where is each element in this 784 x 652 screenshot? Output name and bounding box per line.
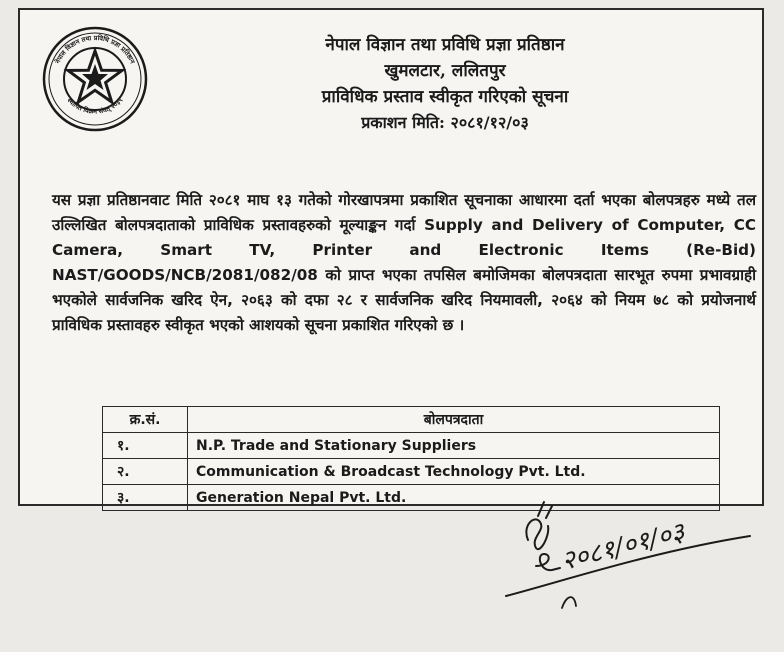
handwritten-signature — [500, 496, 760, 646]
organization-seal-icon — [42, 26, 148, 132]
row-bidder-name: Communication & Broadcast Technology Pvt. Ltd. — [188, 459, 720, 485]
signature-date: २०८१/०१/०३ — [558, 517, 688, 577]
table-row — [103, 433, 720, 459]
notice-paragraph: यस प्रज्ञा प्रतिष्ठानवाट मिति २०८१ माघ १३ गतेको गोरखापत्रमा प्रकाशित सूचनाका आधारमा दर्ता भएका बोलपत्रहरु मध्ये तल उल्लिखित बोलपत्रदाताको प्राविधिक प्रस्तावहरुको मूल्याङ्कन गर्दा Supply and Delivery of Computer, CC Camera, Smart TV, Printer and Electronic Items (Re-Bid) NAST/GOODS/NCB/2081/082/08 को प्राप्त भएका तपसिल बमोजिमका बोलपत्रदाता सारभूत रुपमा प्रभावग्राही भएकोले सार्वजनिक खरिद ऐन, २०६३ को दफा २८ र सार्वजनिक खरिद नियमावली, २०६४ को नियम ७८ को प्रयोजनार्थ प्राविधिक प्रस्तावहरु स्वीकृत भएको आशयको सूचना प्रकाशित गरिएको छ । — [52, 191, 756, 334]
organization-name: नेपाल विज्ञान तथा प्रविधि प्रज्ञा प्रतिष्ठान — [325, 35, 565, 55]
column-header-bidder: बोलपत्रदाता — [188, 407, 720, 433]
svg-text:स्थापित विक्रम संवत् २०३९ — [65, 96, 125, 116]
table-header-row — [103, 407, 720, 433]
notice-header — [250, 32, 640, 136]
row-bidder-name: N.P. Trade and Stationary Suppliers — [188, 433, 720, 459]
row-bidder-name: Generation Nepal Pvt. Ltd. — [188, 485, 720, 511]
table-row — [103, 459, 720, 485]
notice-title: प्राविधिक प्रस्ताव स्वीकृत गरिएको सूचना — [321, 87, 569, 107]
seal-text-bottom: स्थापित विक्रम संवत् २०३९ — [65, 96, 125, 116]
row-sn: ३. — [103, 485, 188, 511]
row-sn: १. — [103, 433, 188, 459]
column-header-sn: क्र.सं. — [103, 407, 188, 433]
published-date: प्रकाशन मिति: २०८१/१२/०३ — [361, 113, 529, 132]
row-sn: २. — [103, 459, 188, 485]
notice-document — [18, 8, 764, 506]
organization-location: खुमलटार, ललितपुर — [384, 61, 506, 81]
seal-text-top: नेपाल विज्ञान तथा प्रविधि प्रज्ञा प्रतिष्ठान — [53, 33, 137, 65]
